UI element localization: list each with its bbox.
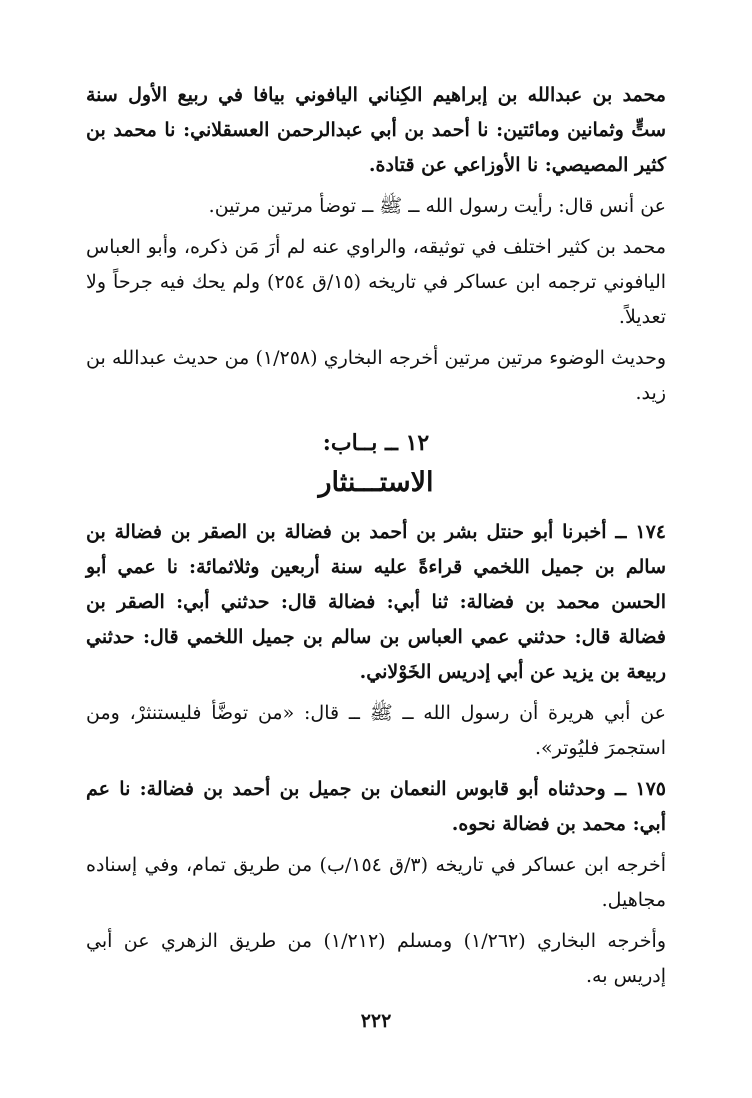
chapter-number: ١٢ ــ بــاب: [322, 430, 430, 456]
hadith-174-isnad: ١٧٤ ــ أخبرنا أبو حنتل بشر بن أحمد بن فضالة بن الصقر بن فضالة بن سالم بن جميل اللخمي قراءةً عليه سنة أربعين وثلاثمائة: نا عمي أبو الحسن محمد بن فضالة: ثنا أبي: فضالة قال: حدثني أبي: الصقر بن فضالة قال: حدثني عمي العباس بن سالم بن جميل اللخمي قال: حدثني ربيعة بن يزيد عن أبي إدريس الخَوْلاني. [86, 521, 666, 683]
chapter-title: الاستـــنثار [318, 467, 434, 498]
commentary-paragraph-3: أخرجه ابن عساكر في تاريخه (٣/ق ١٥٤/ب) من طريق تمام، وفي إسناده مجاهيل. [86, 854, 667, 911]
commentary-paragraph-1: محمد بن كثير اختلف في توثيقه، والراوي عنه لم أرَ مَن ذكره، وأبو العباس اليافوني ترجمه ابن عساكر في تاريخه (١٥/ق ٢٥٤) ولم يحك فيه جرحاً ولا تعديلاً. [86, 236, 667, 328]
commentary-paragraph-4: وأخرجه البخاري (١/٢٦٢) ومسلم (١/٢١٢) من طريق الزهري عن أبي إدريس به. [86, 930, 666, 987]
commentary-paragraph-2: وحديث الوضوء مرتين مرتين أخرجه البخاري (١/٢٥٨) من حديث عبدالله بن زيد. [86, 347, 667, 404]
hadith-174-matn: عن أبي هريرة أن رسول الله ــ ﷺ ــ قال: «من توضَّأ فليستنثرْ، ومن استجمرَ فليُوتر». [86, 702, 666, 759]
page-content [86, 78, 666, 1000]
page-number: ٢٢٢ [360, 1010, 392, 1032]
hadith-175-isnad: ١٧٥ ــ وحدثناه أبو قابوس النعمان بن جميل بن أحمد بن فضالة: نا عم أبي: محمد بن فضالة نحوه. [86, 778, 666, 835]
isnad-paragraph-1: محمد بن عبدالله بن إبراهيم الكِناني اليافوني بيافا في ربيع الأول سنة ستٍّ وثمانين ومائتين: نا أحمد بن أبي عبدالرحمن العسقلاني: نا محمد بن كثير المصيصي: نا الأوزاعي عن قتادة. [86, 84, 666, 176]
hadith-text-1: عن أنس قال: رأيت رسول الله ــ ﷺ ــ توضأ مرتين مرتين. [208, 195, 666, 217]
